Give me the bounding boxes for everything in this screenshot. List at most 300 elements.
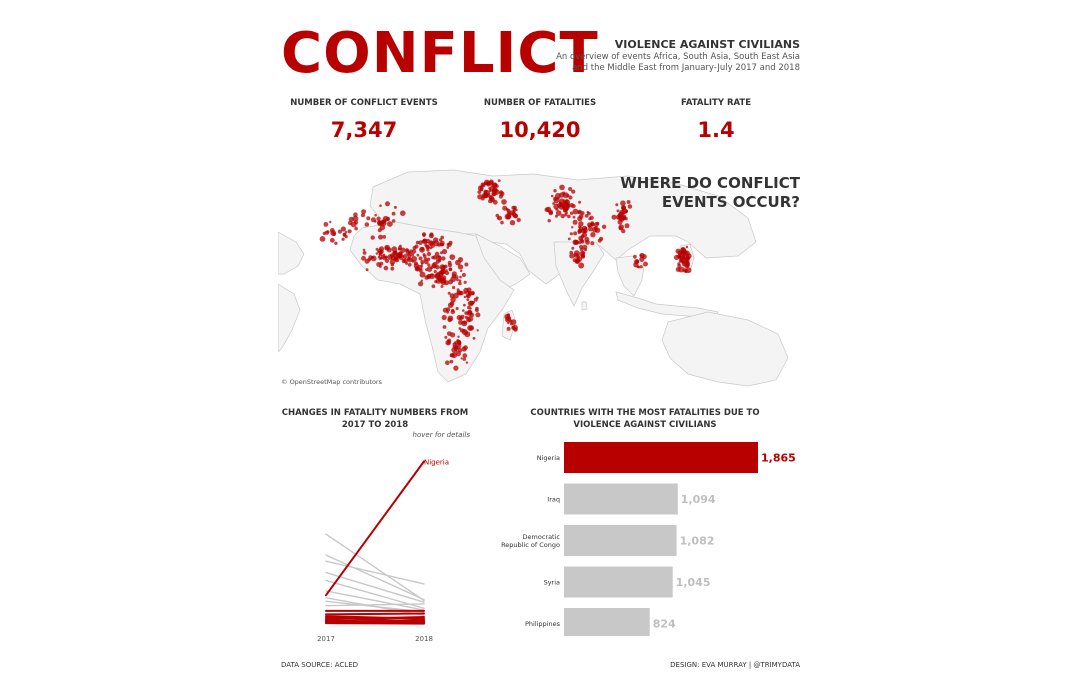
conflict-event-dot xyxy=(473,337,476,340)
conflict-event-dot xyxy=(432,284,436,288)
conflict-event-dot xyxy=(354,227,358,231)
conflict-event-dot xyxy=(598,239,602,243)
conflict-event-dot xyxy=(463,304,466,307)
conflict-event-dot xyxy=(324,222,329,227)
conflict-event-dot xyxy=(575,259,580,264)
conflict-event-dot xyxy=(551,195,554,198)
slope-line[interactable] xyxy=(326,561,424,584)
bar-value-label: 1,082 xyxy=(679,534,715,548)
conflict-event-dot xyxy=(419,268,423,272)
conflict-event-dot xyxy=(466,298,469,301)
conflict-event-dot xyxy=(460,270,462,272)
conflict-event-dot xyxy=(499,191,504,196)
conflict-event-dot xyxy=(434,270,437,273)
conflict-event-dot xyxy=(580,251,585,256)
conflict-event-dot xyxy=(441,285,444,288)
conflict-event-dot xyxy=(371,235,375,239)
map-title-line: WHERE DO CONFLICT xyxy=(620,174,800,192)
slope-x-tick-label: 2018 xyxy=(415,635,433,643)
bar-category-label: Philippines xyxy=(524,620,560,628)
conflict-event-dot xyxy=(679,259,683,263)
conflict-event-dot xyxy=(419,247,425,253)
bar-democratic-republic-of-congo[interactable] xyxy=(564,525,677,556)
conflict-event-dot xyxy=(392,212,396,216)
conflict-event-dot xyxy=(440,236,444,240)
conflict-event-dot xyxy=(585,214,589,218)
bar-iraq[interactable] xyxy=(564,484,678,515)
conflict-event-dot xyxy=(430,274,433,277)
conflict-event-dot xyxy=(683,251,688,256)
conflict-event-dot xyxy=(621,214,627,220)
conflict-event-dot xyxy=(416,241,420,245)
conflict-event-dot xyxy=(472,301,475,304)
conflict-event-dot xyxy=(454,347,459,352)
australia-landmass xyxy=(662,312,788,386)
bar-value-label: 1,865 xyxy=(761,451,796,465)
conflict-event-dot xyxy=(379,204,382,207)
seasia-landmass xyxy=(616,256,644,296)
conflict-event-dot xyxy=(488,199,493,204)
conflict-event-dot xyxy=(435,252,440,257)
conflict-event-dot xyxy=(510,323,513,326)
conflict-event-dot xyxy=(443,278,446,281)
description-line: An overview of events Africa, South Asia, South East Asia xyxy=(556,52,800,62)
slope-line[interactable] xyxy=(326,604,424,606)
conflict-event-dot xyxy=(561,202,567,208)
conflict-event-dot xyxy=(430,241,433,244)
conflict-event-dot xyxy=(385,201,390,206)
conflict-event-dot xyxy=(686,246,688,248)
conflict-event-dot xyxy=(445,360,450,365)
bar-category-label: Syria xyxy=(543,578,560,587)
conflict-event-dot xyxy=(467,306,471,310)
conflict-event-dot xyxy=(432,241,435,244)
conflict-event-dot xyxy=(561,214,565,218)
conflict-event-dot xyxy=(584,237,589,242)
conflict-event-dot xyxy=(450,360,454,364)
conflict-event-dot xyxy=(583,228,588,233)
conflict-event-dot xyxy=(421,265,423,267)
conflict-event-dot xyxy=(556,210,562,216)
conflict-event-dot xyxy=(459,276,462,279)
conflict-event-dot xyxy=(399,245,402,248)
conflict-event-dot xyxy=(625,223,630,228)
conflict-event-dot xyxy=(484,182,487,185)
bar-value-label: 824 xyxy=(652,617,676,631)
conflict-event-dot xyxy=(395,258,400,263)
conflict-event-dot xyxy=(446,307,450,311)
conflict-event-dot xyxy=(578,201,581,204)
conflict-event-dot xyxy=(450,301,455,306)
conflict-event-dot xyxy=(441,256,445,260)
south-america-landmass xyxy=(278,284,300,352)
conflict-event-dot xyxy=(548,210,553,215)
conflict-event-dot xyxy=(572,204,576,208)
conflict-event-dot xyxy=(505,214,511,220)
conflict-event-dot xyxy=(381,220,385,224)
conflict-event-dot xyxy=(574,250,580,256)
conflict-event-dot xyxy=(458,282,462,286)
conflict-event-dot xyxy=(565,211,568,214)
conflict-event-dot xyxy=(580,240,584,244)
conflict-event-dot xyxy=(365,222,370,227)
conflict-event-dot xyxy=(453,366,458,371)
conflict-event-dot xyxy=(507,211,510,214)
conflict-event-dot xyxy=(571,226,573,228)
bar-nigeria[interactable] xyxy=(564,442,758,473)
conflict-event-dot xyxy=(495,184,499,188)
conflict-event-dot xyxy=(618,224,624,230)
conflict-event-dot xyxy=(501,199,507,205)
conflict-event-dot xyxy=(643,262,648,267)
conflict-event-dot xyxy=(374,214,377,217)
bar-chart[interactable] xyxy=(480,436,810,636)
conflict-event-dot xyxy=(449,241,453,245)
conflict-event-dot xyxy=(462,273,466,277)
conflict-event-dot xyxy=(444,336,447,339)
data-source-credit: DATA SOURCE: ACLED xyxy=(281,661,359,669)
conflict-event-dot xyxy=(639,253,644,258)
bar-title-line: COUNTRIES WITH THE MOST FATALITIES DUE TO xyxy=(530,408,760,418)
conflict-event-dot xyxy=(394,206,397,209)
conflict-event-dot xyxy=(590,221,594,225)
slope-title-line: 2017 TO 2018 xyxy=(341,420,409,430)
conflict-event-dot xyxy=(588,225,591,228)
conflict-event-dot xyxy=(458,327,461,330)
conflict-event-dot xyxy=(682,263,685,266)
conflict-event-dot xyxy=(422,232,426,236)
conflict-event-dot xyxy=(582,233,587,238)
conflict-event-dot xyxy=(463,358,466,361)
conflict-event-dot xyxy=(580,211,584,215)
conflict-event-dot xyxy=(511,206,515,210)
conflict-event-dot xyxy=(462,309,465,312)
conflict-event-dot xyxy=(435,273,441,279)
conflict-event-dot xyxy=(363,251,367,255)
conflict-event-dot xyxy=(451,309,454,312)
conflict-event-dot xyxy=(488,193,490,195)
conflict-event-dot xyxy=(464,263,468,267)
conflict-event-dot xyxy=(456,307,459,310)
conflict-event-dot xyxy=(467,325,473,331)
conflict-event-dot xyxy=(448,316,454,322)
conflict-event-dot xyxy=(450,276,456,282)
conflict-event-dot xyxy=(390,267,394,271)
conflict-event-dot xyxy=(590,241,594,245)
design-credit: DESIGN: EVA MURRAY | @TRIMYDATA xyxy=(670,661,800,669)
conflict-event-dot xyxy=(425,244,429,248)
conflict-event-dot xyxy=(427,252,431,256)
slope-series-label: Nigeria xyxy=(424,458,450,467)
conflict-event-dot xyxy=(325,231,329,235)
conflict-event-dot xyxy=(441,243,444,246)
conflict-event-dot xyxy=(376,262,381,267)
conflict-event-dot xyxy=(456,278,459,281)
conflict-event-dot xyxy=(363,249,366,252)
conflict-event-dot xyxy=(421,240,424,243)
conflict-event-dot xyxy=(385,259,389,263)
conflict-event-dot xyxy=(453,342,457,346)
conflict-event-dot xyxy=(489,195,493,199)
conflict-event-dot xyxy=(488,187,491,190)
conflict-event-dot xyxy=(640,265,643,268)
kpi-events-label: NUMBER OF CONFLICT EVENTS xyxy=(290,98,438,108)
conflict-event-dot xyxy=(685,262,690,267)
conflict-event-dot xyxy=(398,248,401,251)
conflict-event-dot xyxy=(452,286,455,289)
kpi-fatalities-label: NUMBER OF FATALITIES xyxy=(483,98,597,108)
conflict-event-dot xyxy=(366,216,370,220)
conflict-event-dot xyxy=(320,236,326,242)
conflict-event-dot xyxy=(463,288,468,293)
conflict-event-dot xyxy=(507,327,511,331)
conflict-event-dot xyxy=(366,268,369,271)
slope-chart-title xyxy=(280,407,470,431)
conflict-event-dot xyxy=(461,320,467,326)
conflict-event-dot xyxy=(424,260,429,265)
conflict-event-dot xyxy=(338,230,342,234)
bar-syria[interactable] xyxy=(564,567,673,598)
conflict-event-dot xyxy=(580,248,584,252)
conflict-event-dot xyxy=(332,232,336,236)
conflict-event-dot xyxy=(447,331,452,336)
conflict-event-dot xyxy=(498,179,501,182)
conflict-event-dot xyxy=(403,254,407,258)
conflict-event-dot xyxy=(514,214,518,218)
conflict-event-dot xyxy=(463,345,468,350)
conflict-event-dot xyxy=(457,315,462,320)
conflict-event-dot xyxy=(378,256,380,258)
conflict-event-dot xyxy=(423,254,427,258)
conflict-event-dot xyxy=(464,281,467,284)
map-credit: © OpenStreetMap contributors xyxy=(281,378,382,386)
conflict-event-dot xyxy=(517,218,521,222)
conflict-event-dot xyxy=(420,260,424,264)
conflict-event-dot xyxy=(415,267,419,271)
conflict-event-dot xyxy=(455,260,461,266)
conflict-event-dot xyxy=(497,216,502,221)
conflict-event-dot xyxy=(466,361,468,363)
slope-title-line: CHANGES IN FATALITY NUMBERS FROM xyxy=(281,408,469,418)
conflict-event-dot xyxy=(442,315,447,320)
bar-chart-title xyxy=(520,407,770,431)
conflict-event-dot xyxy=(405,262,408,265)
conflict-event-dot xyxy=(571,247,574,250)
slope-line[interactable] xyxy=(326,534,424,600)
conflict-event-dot xyxy=(510,220,515,225)
bar-category-label: Nigeria xyxy=(536,454,560,462)
conflict-event-dot xyxy=(464,331,470,337)
conflict-event-dot xyxy=(425,239,430,244)
conflict-event-dot xyxy=(456,290,461,295)
conflict-event-dot xyxy=(343,233,346,236)
conflict-event-dot xyxy=(434,280,437,283)
conflict-event-dot xyxy=(329,221,331,223)
bar-value-label: 1,094 xyxy=(680,493,716,506)
conflict-event-dot xyxy=(635,259,639,263)
kpi-fatalities-value: 10,420 xyxy=(499,118,581,142)
conflict-event-dot xyxy=(330,228,335,233)
conflict-event-dot xyxy=(368,258,372,262)
conflict-event-dot xyxy=(400,210,406,216)
conflict-event-dot xyxy=(567,215,571,219)
conflict-event-dot xyxy=(466,310,472,316)
conflict-event-dot xyxy=(407,257,411,261)
conflict-event-dot xyxy=(402,259,406,263)
bar-value-label: 1,045 xyxy=(675,576,711,589)
page-description xyxy=(540,52,800,74)
conflict-event-dot xyxy=(483,190,487,194)
conflict-event-dot xyxy=(510,210,515,215)
conflict-event-dot xyxy=(443,325,447,329)
kpi-rate-label: FATALITY RATE xyxy=(680,98,752,108)
conflict-event-dot xyxy=(384,266,389,271)
conflict-event-dot xyxy=(594,226,598,230)
conflict-event-dot xyxy=(348,229,352,233)
conflict-event-dot xyxy=(429,232,433,236)
conflict-event-dot xyxy=(376,252,378,254)
conflict-event-dot xyxy=(633,255,637,259)
conflict-event-dot xyxy=(589,216,593,220)
conflict-event-dot xyxy=(573,216,576,219)
conflict-event-dot xyxy=(462,353,467,358)
page-subtitle: VIOLENCE AGAINST CIVILIANS xyxy=(614,38,800,51)
conflict-event-dot xyxy=(493,200,498,205)
conflict-event-dot xyxy=(391,263,394,266)
conflict-event-dot xyxy=(342,238,345,241)
conflict-event-dot xyxy=(449,254,455,260)
conflict-event-dot xyxy=(437,242,441,246)
conflict-event-dot xyxy=(477,194,482,199)
conflict-event-dot xyxy=(334,242,337,245)
page-title: CONFLICT xyxy=(281,21,599,86)
conflict-event-dot xyxy=(553,189,556,192)
conflict-event-dot xyxy=(467,316,473,322)
conflict-event-dot xyxy=(552,202,555,205)
conflict-event-dot xyxy=(449,268,453,272)
conflict-event-dot xyxy=(447,342,450,345)
conflict-event-dot xyxy=(568,195,572,199)
conflict-event-dot xyxy=(393,251,397,255)
conflict-event-dot xyxy=(450,353,455,358)
conflict-event-dot xyxy=(475,312,480,317)
conflict-event-dot xyxy=(677,254,682,259)
slope-line[interactable] xyxy=(326,623,424,624)
conflict-event-dot xyxy=(612,215,617,220)
conflict-event-dot xyxy=(486,181,491,186)
bar-category-label: Iraq xyxy=(547,495,560,504)
conflict-event-dot xyxy=(619,212,622,215)
conflict-event-dot xyxy=(421,280,423,282)
conflict-event-dot xyxy=(409,249,413,253)
conflict-event-dot xyxy=(676,267,681,272)
kpi-events-value: 7,347 xyxy=(330,118,398,142)
conflict-event-dot xyxy=(417,254,420,257)
conflict-event-dot xyxy=(584,248,587,251)
conflict-event-dot xyxy=(432,262,437,267)
conflict-event-dot xyxy=(378,235,383,240)
kpi-rate-value: 1.4 xyxy=(697,118,735,142)
conflict-event-dot xyxy=(563,199,566,202)
bar-title-line: VIOLENCE AGAINST CIVILIANS xyxy=(573,420,717,430)
conflict-event-dot xyxy=(400,248,405,253)
conflict-event-dot xyxy=(477,190,481,194)
conflict-event-dot xyxy=(450,293,455,298)
conflict-event-dot xyxy=(376,248,379,251)
conflict-event-dot xyxy=(506,316,511,321)
conflict-event-dot xyxy=(568,238,571,241)
conflict-event-dot xyxy=(448,263,452,267)
conflict-event-dot xyxy=(377,250,380,253)
conflict-event-dot xyxy=(419,256,423,260)
conflict-event-dot xyxy=(466,293,471,298)
conflict-event-dot xyxy=(418,281,423,286)
conflict-event-dot xyxy=(555,193,561,199)
conflict-event-dot xyxy=(494,189,500,195)
bar-category-label: Democratic Republic of Congo xyxy=(501,533,560,549)
conflict-event-dot xyxy=(578,263,584,269)
conflict-event-dot xyxy=(438,259,441,262)
srilanka-landmass xyxy=(582,302,587,310)
slope-line[interactable] xyxy=(326,614,424,615)
conflict-event-dot xyxy=(443,265,446,268)
conflict-event-dot xyxy=(330,238,335,243)
conflict-event-dot xyxy=(570,232,573,235)
conflict-event-dot xyxy=(387,221,393,227)
conflict-event-dot xyxy=(569,253,574,258)
conflict-event-dot xyxy=(371,217,376,222)
slope-chart[interactable] xyxy=(290,448,480,650)
conflict-event-dot xyxy=(574,240,579,245)
conflict-event-dot xyxy=(477,329,479,331)
conflict-event-dot xyxy=(361,213,365,217)
slope-x-tick-label: 2017 xyxy=(317,635,335,643)
conflict-event-dot xyxy=(414,244,418,248)
conflict-event-dot xyxy=(480,186,483,189)
conflict-event-dot xyxy=(443,269,446,272)
conflict-event-dot xyxy=(618,215,621,218)
conflict-event-dot xyxy=(590,232,595,237)
conflict-event-dot xyxy=(512,325,518,331)
conflict-event-dot xyxy=(412,260,415,263)
conflict-event-dot xyxy=(685,270,688,273)
description-line: and the Middle East from January-July 2017 and 2018 xyxy=(572,63,800,73)
conflict-event-dot xyxy=(500,221,504,225)
map-title-line: EVENTS OCCUR? xyxy=(661,193,800,211)
conflict-event-dot xyxy=(424,275,429,280)
bar-philippines[interactable] xyxy=(564,608,650,636)
conflict-event-dot xyxy=(685,256,688,259)
slope-line-nigeria[interactable] xyxy=(326,461,424,595)
slope-hover-hint: hover for details xyxy=(412,431,470,439)
conflict-event-dot xyxy=(392,219,396,223)
conflict-event-dot xyxy=(573,231,577,235)
conflict-event-dot xyxy=(385,246,389,250)
conflict-event-dot xyxy=(408,263,412,267)
conflict-event-dot xyxy=(568,187,572,191)
map-title xyxy=(600,174,800,212)
conflict-event-dot xyxy=(461,357,463,359)
conflict-event-dot xyxy=(548,219,551,222)
americas-landmass xyxy=(278,232,304,274)
conflict-event-dot xyxy=(559,185,565,191)
conflict-event-dot xyxy=(464,296,466,298)
conflict-event-dot xyxy=(442,249,447,254)
conflict-event-dot xyxy=(578,231,581,234)
conflict-event-dot xyxy=(602,225,606,229)
conflict-event-dot xyxy=(573,220,578,225)
conflict-event-dot xyxy=(348,221,352,225)
